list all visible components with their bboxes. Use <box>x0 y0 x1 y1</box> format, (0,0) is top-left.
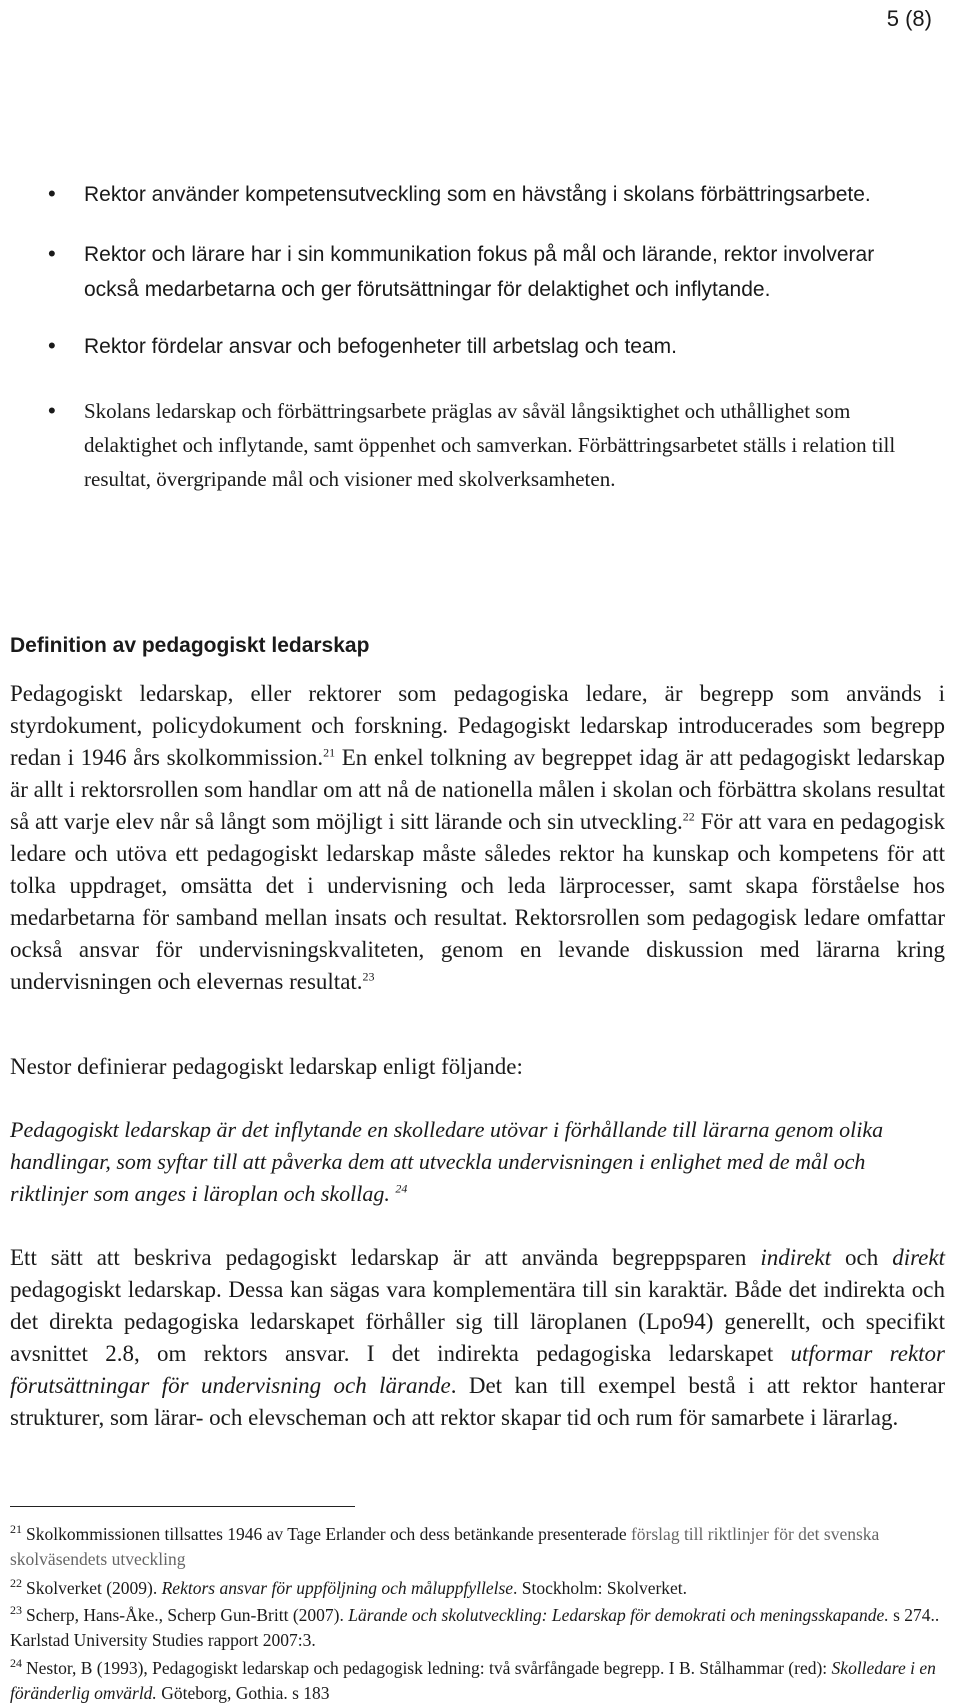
paragraph: Nestor definierar pedagogiskt ledarskap enligt följande: <box>10 1054 523 1079</box>
footnote-ref[interactable]: 22 <box>682 809 695 824</box>
footnote-divider <box>10 1506 355 1507</box>
section-heading: Definition av pedagogiskt ledarskap <box>10 634 370 657</box>
footnote-number: 22 <box>10 1576 22 1591</box>
footnote-text: Göteborg, Gothia. s 183 <box>156 1683 330 1703</box>
bullet-icon: • <box>48 181 56 206</box>
paragraph-text: och <box>831 1245 893 1270</box>
footnote <box>10 1603 945 1653</box>
footnote-title: Lärande och skolutveckling: Ledarskap för demokrati och meningsskapande. <box>348 1605 889 1625</box>
paragraph-text: Pedagogiskt ledarskap, eller rektorer som pedagogiska ledare, är begrepp som används i styrdokument, policydokument och forskning. Pedagogiskt ledarskap introducerades som begrepp redan i 1946 års skolkommission. <box>10 681 945 770</box>
footnote-text: Scherp, Hans-Åke., Scherp Gun-Britt (2007). <box>26 1605 349 1625</box>
footnote-text: . Stockholm: Skolverket. <box>513 1578 688 1598</box>
footnote-text: Skolkommissionen tillsattes 1946 av Tage Erlander och dess betänkande presenterade <box>26 1524 631 1544</box>
footnote-text: Nestor, B (1993), Pedagogiskt ledarskap och pedagogisk ledning: två svårfångade begrepp. I B. Stålhammar (red): <box>26 1658 832 1678</box>
footnote-ref[interactable]: 24 <box>395 1181 408 1196</box>
bullet-text: Skolans ledarskap och förbättringsarbete präglas av såväl långsiktighet och uthållighet som delaktighet och inflytande, samt öppenhet och samverkan. Förbättringsarbetet ställs i relation till resultat, övergripande mål och visioner med skolverksamheten. <box>84 399 896 491</box>
bullet-icon: • <box>48 398 56 423</box>
footnote-title: Rektors ansvar för uppföljning och måluppfyllelse <box>161 1578 514 1598</box>
footnote <box>10 1656 945 1706</box>
bullet-icon: • <box>48 333 56 358</box>
footnote-text: Skolverket (2009). <box>26 1578 162 1598</box>
quote-text: Pedagogiskt ledarskap är det inflytande en skolledare utövar i förhållande till lärarna genom olika handlingar, som syftar till att påverka dem att utveckla undervisningen i enlighet med de mål och riktlinjer som anges i läroplan och skollag. <box>10 1117 884 1206</box>
footnote-number: 23 <box>10 1603 22 1618</box>
paragraph <box>10 1242 945 1434</box>
list-item <box>48 237 928 307</box>
footnote-title: Skolledare i en föränderlig omvärld. <box>10 1658 936 1703</box>
block-quote <box>10 1114 945 1210</box>
paragraph-text: En enkel tolkning av begreppet idag är att pedagogiskt ledarskap är allt i rektorsrollen som handlar om att nå de nationella målen i skolan och förbättra skolans resultat så att varje elev når så långt som möjligt i sitt lärande och sin utveckling. <box>10 745 946 834</box>
emphasis-text: direkt <box>892 1245 945 1270</box>
bullet-text: Rektor fördelar ansvar och befogenheter till arbetslag och team. <box>84 335 677 358</box>
paragraph-text: . Det kan till exempel bestå i att rektor hanterar strukturer, som lärar- och elevscheman och att rektor skapar tid och rum för samarbete i lärarlag. <box>10 1373 945 1430</box>
footnote-ref[interactable]: 23 <box>362 969 375 984</box>
footnote <box>10 1522 945 1572</box>
footnote-number: 24 <box>10 1656 22 1671</box>
paragraph-text: pedagogiskt ledarskap. Dessa kan sägas vara komplementära till sin karaktär. Både det indirekta och det direkta pedagogiska ledarskapet förhåller sig till läroplanen (Lpo94) generellt, och specifikt avsnittet 2.8, om rektors ansvar. I det indirekta pedagogiska ledarskapet <box>10 1277 945 1366</box>
list-item <box>48 394 928 496</box>
bullet-icon: • <box>48 241 56 266</box>
emphasis-text: indirekt <box>760 1245 832 1270</box>
page-number: 5 (8) <box>886 6 932 31</box>
footnote <box>10 1576 945 1601</box>
paragraph <box>10 678 945 998</box>
footnote-number: 21 <box>10 1522 22 1537</box>
list-item <box>48 329 928 364</box>
paragraph-text: För att vara en pedagogisk ledare och utöva ett pedagogiskt ledarskap måste således rektor ha kunskap och kompetens för att tolka uppdraget, omsätta det i undervisning och leda lärprocesser, samt skapa förståelse hos medarbetarna för samband mellan insats och resultat. Rektorsrollen som pedagogisk ledare omfattar också ansvar för undervisningskvaliteten, genom en levande diskussion med lärarna kring undervisningen och elevernas resultat. <box>10 809 945 994</box>
footnote-link[interactable]: förslag till riktlinjer för det svenska skolväsendets utveckling <box>10 1524 880 1569</box>
emphasis-text: utformar rektor förutsättningar för undervisning och lärande <box>10 1341 945 1398</box>
bullet-text: Rektor och lärare har i sin kommunikation fokus på mål och lärande, rektor involverar också medarbetarna och ger förutsättningar för delaktighet och inflytande. <box>84 243 875 301</box>
paragraph-text: Ett sätt att beskriva pedagogiskt ledarskap är att använda begreppsparen <box>10 1245 761 1270</box>
bullet-text: Rektor använder kompetensutveckling som en hävstång i skolans förbättringsarbete. <box>84 183 871 206</box>
footnote-ref[interactable]: 21 <box>323 745 336 760</box>
list-item <box>48 177 928 212</box>
footnote-text: s 274.. Karlstad University Studies rapport 2007:3. <box>10 1605 940 1650</box>
